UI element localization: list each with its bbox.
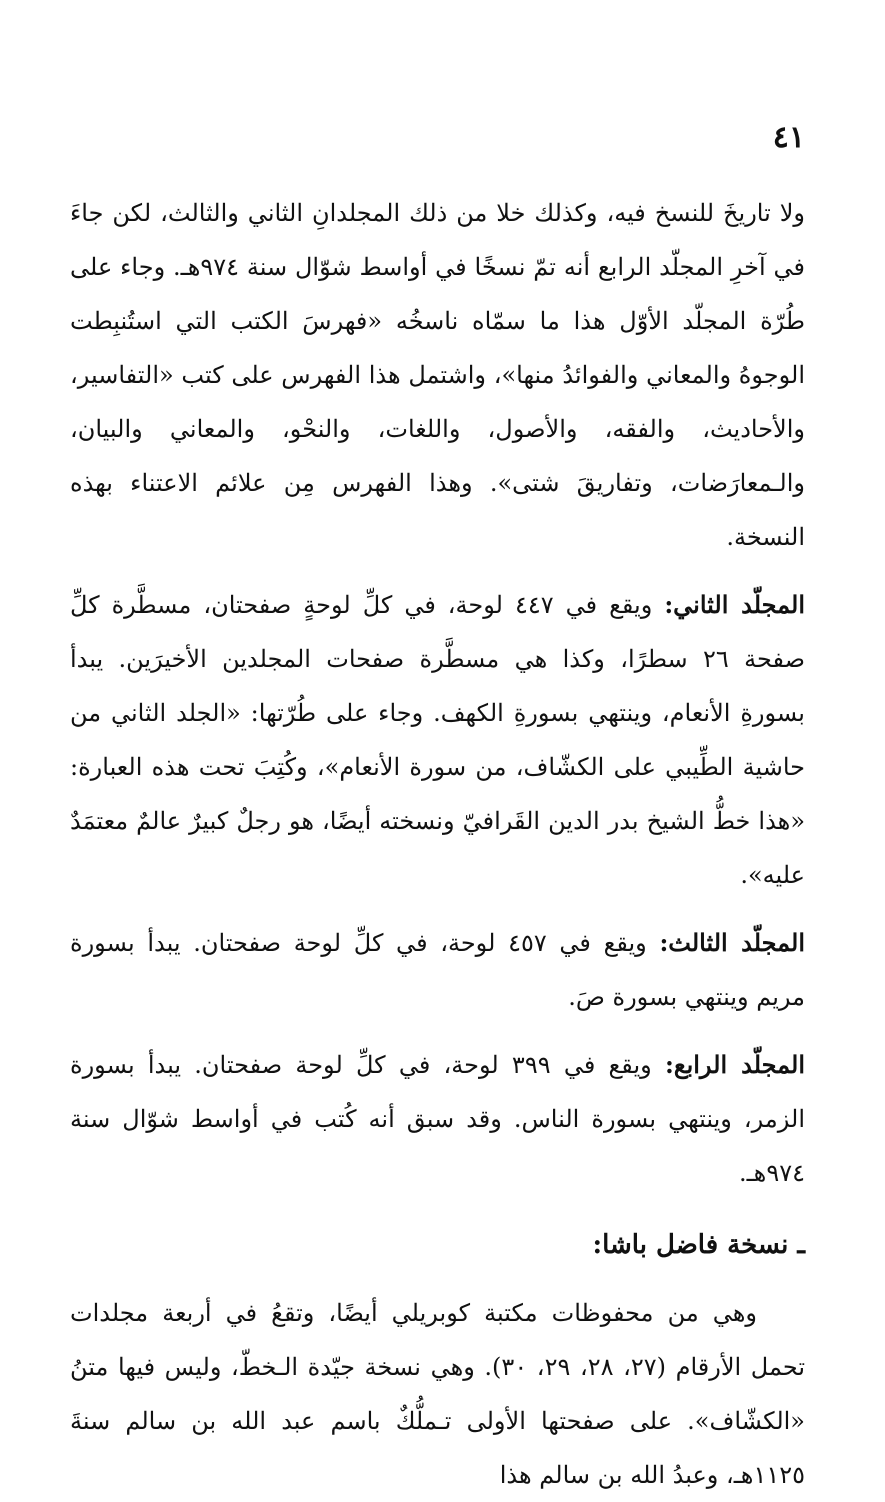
paragraph-text: ولا تاريخَ للنسخ فيه، وكذلك خلا من ذلك المجلدانِ الثاني والثالث، لكن جاءَ في آخرِ المجلّد الرابع أنه تمّ نسخًا في أواسط شوّال سنة ٩٧٤هـ. وجاء على طُرّة المجلّد الأوّل هذا ما سمّاه ناسخُه «فهرسَ الكتب التي استُنبِطت الوجوهُ والمعاني والفوائدُ منها»، واشتمل هذا الفهرس على كتب «التفاسير، والأحاديث، والفقه، والأصول، واللغات، والنحْو، والمعاني والبيان، والـمعارَضات، وتفاريقَ شتى». وهذا الفهرس مِن علائم الاعتناء بهذه النسخة.: [70, 199, 805, 551]
volume-four-label: المجلّد الرابع:: [664, 1050, 806, 1079]
paragraph-fadil-pasha-copy: [70, 1286, 805, 1502]
paragraph-text: ويقع في ٤٤٧ لوحة، في كلِّ لوحةٍ صفحتان، مسطَّرة كلِّ صفحة ٢٦ سطرًا، وكذا هي مسطَّرة صفحات المجلدين الأخيرَين. يبدأ بسورةِ الأنعام، وينتهي بسورةِ الكهف. وجاء على طُرّتها: «الجلد الثاني من حاشية الطِّيبي على الكشّاف، من سورة الأنعام»، وكُتِبَ تحت هذه العبارة: «هذا خطُّ الشيخ بدر الدين القَرافيّ ونسخته أيضًا، هو رجلٌ كبيرٌ عالمٌ معتمَدٌ عليه».: [70, 591, 805, 889]
volume-two-label: المجلّد الثاني:: [664, 590, 806, 619]
section-heading: ـ نسخة فاضل باشا:: [592, 1230, 805, 1260]
paragraph-volume-four: [70, 1038, 805, 1200]
paragraph-text: ويقع في ٣٩٩ لوحة، في كلِّ لوحة صفحتان. يبدأ بسورة الزمر، وينتهي بسورة الناس. وقد سبق أنه كُتب في أواسط شوّال سنة ٩٧٤هـ.: [70, 1051, 805, 1187]
paragraph-text: وهي من محفوظات مكتبة كوبريلي أيضًا، وتقعُ في أربعة مجلدات تحمل الأرقام (٢٧، ٢٨، ٢٩، ٣٠). وهي نسخة جيّدة الـخطّ، وليس فيها متنُ «الكشّاف». على صفحتها الأولى تـملُّكٌ باسم عبد الله بن سالم سنةَ ١١٢٥هـ، وعبدُ الله بن سالم هذا: [70, 1299, 806, 1489]
paragraph-text: ويقع في ٤٥٧ لوحة، في كلِّ لوحة صفحتان. يبدأ بسورة مريم وينتهي بسورة صَ.: [70, 929, 805, 1011]
page-body: [70, 186, 805, 1502]
page-number: ٤١: [772, 120, 805, 155]
paragraph-volume-three: [70, 916, 805, 1024]
paragraph-manuscript-notes: [70, 186, 805, 564]
document-page: [70, 118, 806, 1489]
volume-three-label: المجلّد الثالث:: [659, 928, 806, 957]
paragraph-volume-two: [70, 578, 805, 902]
